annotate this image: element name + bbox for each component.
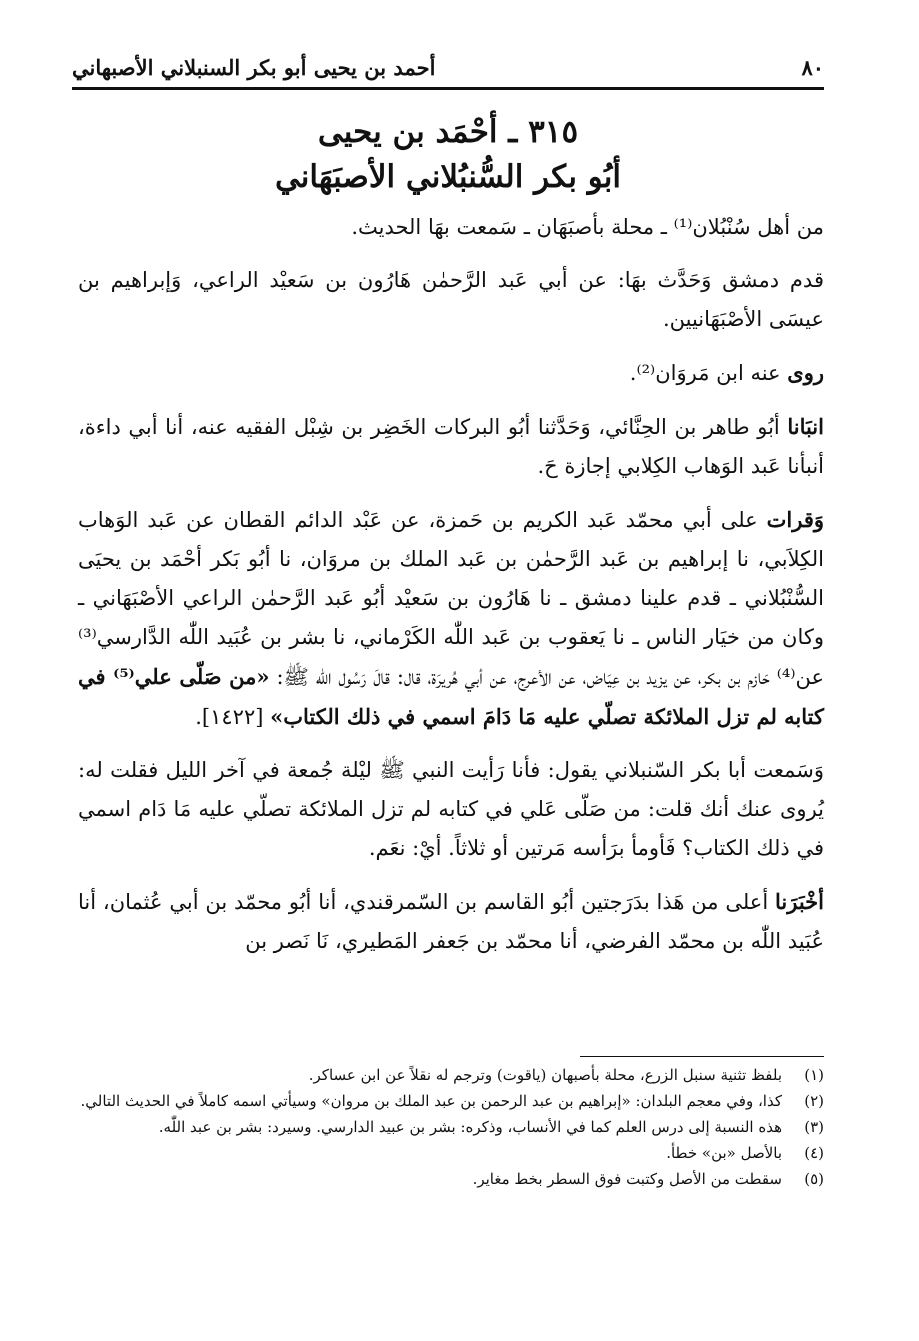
footnote — [78, 1114, 824, 1140]
paragraph-isnad-1 — [78, 407, 824, 486]
hadith-number: [١٤٢٢]. — [195, 705, 271, 729]
running-title: أحمد بن يحيى أبو بكر السنبلاني الأصبهاني — [72, 55, 436, 80]
footnote-text: سقطت من الأصل وكتبت فوق السطر بخط مغاير. — [472, 1170, 782, 1188]
footnote-number: (٥) — [804, 1170, 824, 1188]
paragraph-lead-word: وَقرات — [766, 507, 824, 532]
paragraph-body: أعلى من هَذا بدَرَجتين أبُو القاسم بن السّمرقندي، أنا أبُو محمّد بن أبي عُثمان، أنا عُبَيد اللّٰه بن محمّد الفرضي، أنا محمّد بن جَعفر المَطيري، نَا نَصر بن — [78, 890, 824, 953]
footnote — [78, 1062, 824, 1088]
paragraph-lead-word: أخْبَرَنا — [775, 889, 824, 914]
footnote-text: هذه النسبة إلى درس العلم كما في الأنساب، وذكره: بشر بن عبيد الدارسي. وسيرد: بشر بن عبد اللّٰه. — [158, 1118, 782, 1136]
footnote — [78, 1088, 824, 1114]
page-header — [72, 40, 824, 80]
header-rule — [72, 87, 824, 90]
footnote-text: بالأصل «بن» خطأ. — [666, 1144, 782, 1162]
footnote — [78, 1140, 824, 1166]
hadith-quote: «من صَلّى علي⁽⁵⁾ في كتابه لم تزل الملائكة تصلّي عليه مَا دَامَ اسمي في ذلك الكتاب» — [78, 664, 824, 729]
entry-title-line-2: أبُو بكر السُّنبُلاني الأصبَهَاني — [274, 159, 622, 195]
entry-title — [72, 110, 824, 200]
paragraph-body: أبُو طاهر بن الحِنَّائي، وَحَدَّثنا أبُو البركات الخَضِر بن شِبْل الفقيه عنه، أنا أبي داءة، أنبأنا عَبد الوَهاب الكِلابي إجازة حَ. — [78, 415, 824, 478]
paragraph-lead-word: انبَانا — [787, 414, 824, 439]
footnote-number: (١) — [804, 1066, 824, 1084]
paragraph-origin: من أهل سُنْبُلان⁽¹⁾ ـ محلة بأصبَهَان ـ سَمعت بهَا الحديث. — [351, 215, 824, 239]
footnote — [78, 1166, 824, 1192]
footnote-text: كذا، وفي معجم البلدان: «إبراهيم بن عبد الرحمن بن عبد الملك بن مروان» وسيأتي اسمه كاملاً في الحديث التالي. — [80, 1092, 782, 1110]
paragraph-teachers: قدم دمشق وَحَدَّث بهَا: عن أبي عَبد الرَّحمٰن هَارُون بن سَعيْد الراعي، وَإبراهيم بن عيسَى الأصْبَهَانيين. — [78, 268, 824, 331]
footnote-number: (٤) — [804, 1144, 824, 1162]
paragraph-isnad-2 — [78, 500, 824, 737]
entry-title-line-1: ٣١٥ ـ أحْمَد بن يحيى — [317, 114, 579, 150]
paragraph-lead-word: روى — [787, 360, 824, 385]
footnote-separator — [580, 1056, 824, 1057]
footnotes — [78, 1062, 824, 1192]
paragraph-narrator — [78, 353, 824, 393]
main-text — [78, 208, 824, 975]
paragraph-body: عنه ابن مَروَان⁽²⁾. — [629, 361, 788, 385]
footnote-text: بلفظ تثنية سنبل الزرع، محلة بأصبهان (ياقوت) وترجم له نقلاً عن ابن عساكر. — [308, 1066, 782, 1084]
paragraph-body: على أبي محمّد عَبد الكريم بن حَمزة، عن عَبْد الدائم القطان عن عَبد الوَهاب الكِلاَبي، نا إبراهيم بن عَبد الرَّحمٰن بن عَبد الملك بن مروَان، نا أبُو بَكر أحْمَد بن يحيَى السُّنْبُلاني ـ قدم علينا دمشق ـ نا هَارُون بن سَعيْد أبُو عَبد الرَّحمٰن الراعي الأصْبَهَاني ـ وكان من خيَار الناس ـ نا يَعقوب بن عَبد اللّٰه الكَرْماني، نا بشر بن عُبَيد اللّٰه الدَّارسي⁽³⁾ عن⁽⁴⁾ حَازم بن بكر، عن يزيد بن عِيَاض، عن الأعرج، عن أبي هُريرَة، قال: قالَ رَسُول الله ﷺ: — [78, 508, 824, 689]
footnote-number: (٢) — [804, 1092, 824, 1110]
paragraph-isnad-3 — [78, 882, 824, 961]
page-number: ٨٠ — [801, 55, 824, 80]
paragraph-dream: وَسَمعت أبا بكر السّنبلاني يقول: فأنا رَأيت النبي ﷺ ليْلة جُمعة في آخر الليل فقلت له: يُروى عنك أنك قلت: من صَلّى عَلي في كتابه لم تزل الملائكة تصلّي عليه مَا دَام اسمي في ذلك الكتاب؟ فَأومأ برَأسه مَرتين أو ثلاثاً. أيْ: نعَم. — [78, 758, 824, 860]
footnote-number: (٣) — [804, 1118, 824, 1136]
